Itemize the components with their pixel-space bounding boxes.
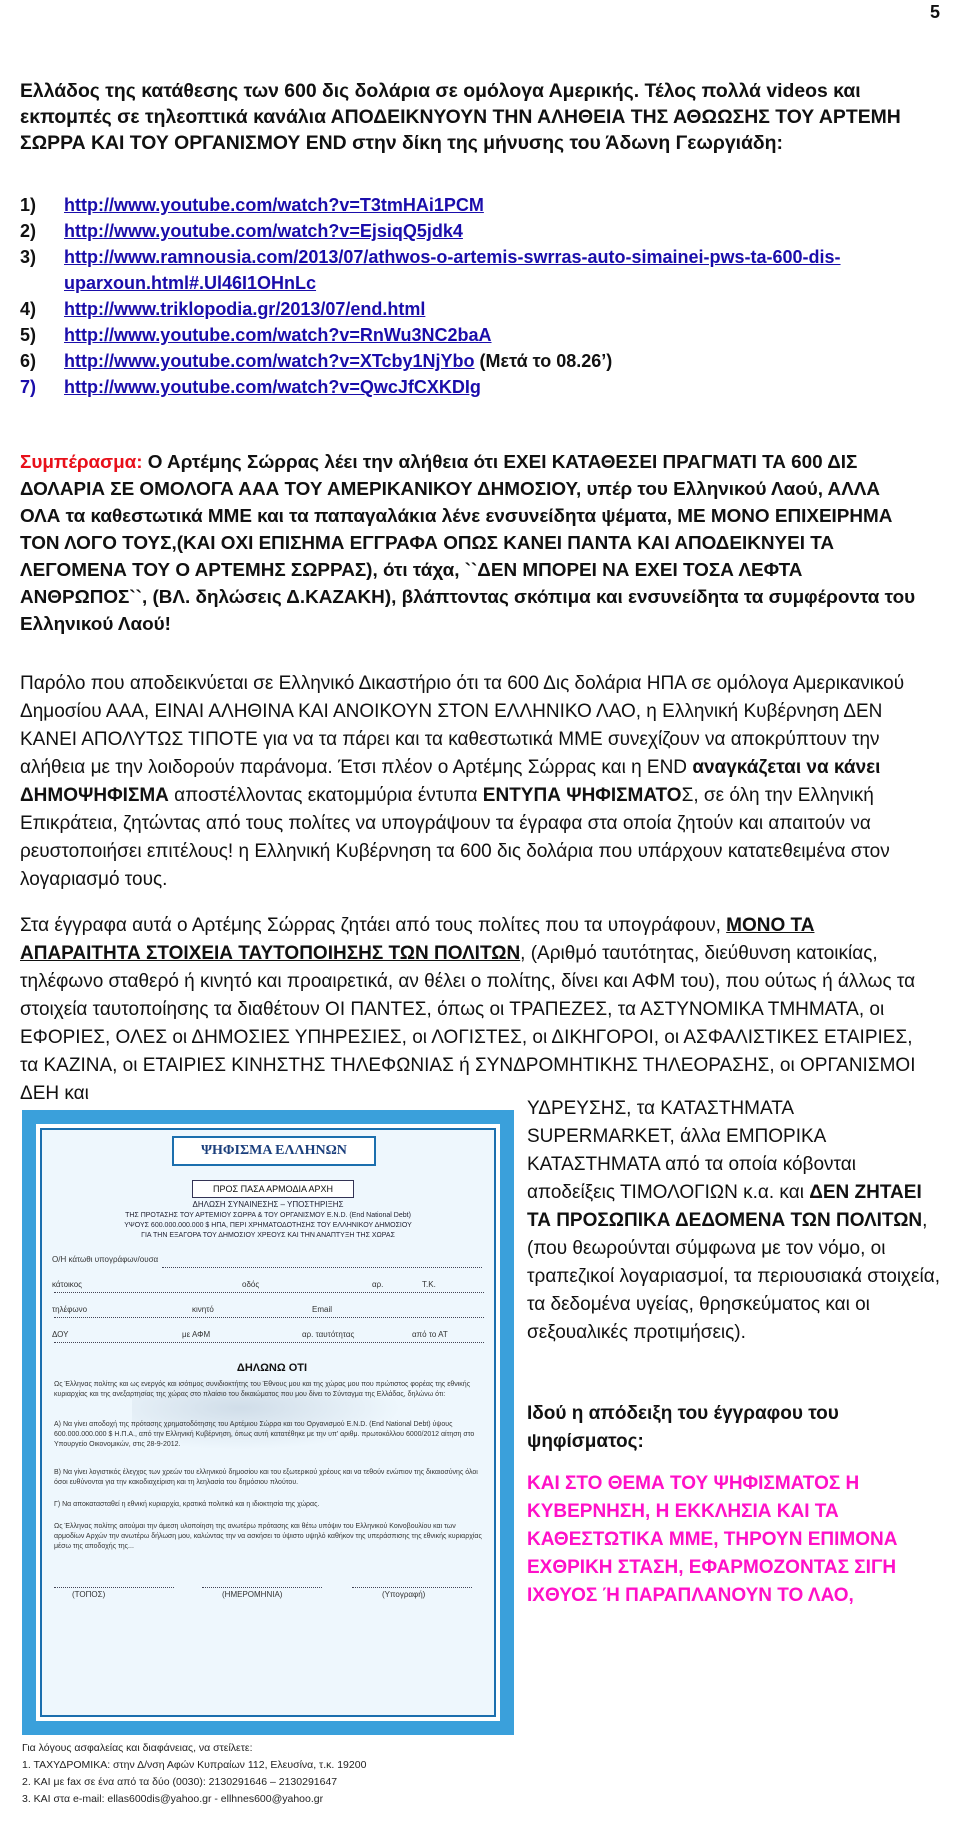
page-number: 5: [929, 2, 940, 22]
document-title: ΨΗΦΙΣΜΑ ΕΛΛΗΝΩΝ: [172, 1136, 376, 1166]
right-paragraph: [527, 1095, 942, 1347]
field-label: ΔΟΥ: [52, 1330, 69, 1339]
form-line: [54, 1291, 484, 1293]
document-text: Γ) Να αποκατασταθεί η εθνική κυριαρχία, κρατικά πολιτικά και η ιδιοκτησία της χώρας.: [54, 1501, 320, 1508]
form-line: [202, 1586, 322, 1588]
intro-paragraph: Ελλάδος της κατάθεσης των 600 δις δολάρια σε ομόλογα Αμερικής. Τέλος πολλά videos και εκπομπές σε τηλεοπτικά κανάλια ΑΠΟΔΕΙΚΝΥΟΥΝ ΤΗΝ ΑΛΗΘΕΙΑ ΤΗΣ ΑΘΩΩΣΗΣ ΤΟΥ ΑΡΤΕΜΗ ΣΩΡΡΑ ΚΑΙ ΤΟΥ ΟΡΓΑΝΙΣΜΟΥ END στην δίκη της μήνυσης του Άδωνη Γεωργιάδη:: [20, 80, 901, 154]
document-subtitle: ΓΙΑ ΤΗΝ ΕΞΑΓΟΡΑ ΤΟΥ ΔΗΜΟΣΙΟΥ ΧΡΕΟΥΣ ΚΑΙ ΤΗΝ ΑΝΑΠΤΥΞΗ ΤΗΣ ΧΩΡΑΣ: [141, 1232, 395, 1239]
para1-text: Παρόλο που αποδεικνύεται σε Ελληνικό Δικαστήριο ότι τα 600 Δις δολάρια ΗΠΑ σε ομόλογα Αμερικανικού Δημοσίου ΑΑΑ, ΕΙΝΑΙ ΑΛΗΘΙΝΑ ΚΑΙ ΑΝΟΙΚΟΥΝ ΣΤΟΝ ΕΛΛΗΝΙΚΟ ΛΑΟ, η Ελληνική Κυβέρνηση ΔΕΝ ΚΑΝΕΙ ΑΠΟΛΥΤΩΣ ΤΙΠΟΤΕ για να τα πάρει και τα καθεστωτικά ΜΜΕ συνεχίζουν να αποκρύπτουν την αλήθεια με την λοιδορούν παράνομα. Έτσι πλέον ο Αρτέμης Σώρρας και η END: [20, 673, 905, 778]
para2-text-2: , (Αριθμό ταυτότητας, διεύθυνση κατοικίας, τηλέφωνο σταθερό ή κινητό και προαιρετικά, αν θέλει ο πολίτης, δίνει και ΑΦΜ του), που ούτως ή άλλως τα στοιχεία ταυτοποίησης τα διαθέτουν ΟΙ ΠΑΝΤΕΣ, όπως οι ΤΡΑΠΕΖΕΣ, τα ΑΣΤΥΝΟΜΙΚΑ ΤΜΗΜΑΤΑ, οι ΕΦΟΡΙΕΣ, ΟΛΕΣ οι ΔΗΜΟΣΙΕΣ ΥΠΗΡΕΣΙΕΣ, οι ΛΟΓΙΣΤΕΣ, οι ΔΙΚΗΓΟΡΟΙ, οι ΑΣΦΑΛΙΣΤΙΚΕΣ ΕΤΑΙΡΙΕΣ, τα ΚΑΖΙΝΑ, οι ΕΤΑΙΡΙΕΣ ΚΙΝΗΣΤΗΣ ΤΗΛΕΦΩΝΙΑΣ ή ΣΥΝΔΡΟΜΗΤΙΚΗΣ ΤΗΛΕΟΡΑΣΗΣ, οι ΟΡΓΑΝΙΣΜΟΙ ΔΕΗ και: [20, 943, 916, 1104]
para1-bold-forms: ΕΝΤΥΠΑ ΨΗΦΙΣΜΑΤΟ: [482, 785, 682, 806]
field-label: κάτοικος: [52, 1280, 83, 1289]
list-number: 6): [20, 351, 37, 371]
list-number: 7): [20, 377, 37, 397]
conclusion-label: Συμπέρασμα:: [20, 452, 143, 473]
document-subtitle: ΥΨΟΥΣ 600.000.000.000 $ ΗΠΑ, ΠΕΡΙ ΧΡΗΜΑΤΟΔΟΤΗΣΗΣ ΤΟΥ ΕΛΛΗΝΙΚΟΥ ΔΗΜΟΣΙΟΥ: [124, 1222, 412, 1229]
document-subtitle: ΤΗΣ ΠΡΟΤΑΣΗΣ ΤΟΥ ΑΡΤΕΜΙΟΥ ΣΩΡΡΑ & ΤΟΥ ΟΡΓΑΝΙΣΜΟΥ E.N.D. (End National Debt): [125, 1212, 411, 1219]
footer-line: Για λόγους ασφαλείας και διαφάνειας, να στείλετε:: [22, 1742, 253, 1754]
para1-text-2: αποστέλλοντας εκατομμύρια έντυπα: [168, 785, 483, 806]
document-text: Β) Να γίνει λογιστικός έλεγχος των χρεών του ελληνικού δημοσίου και του εξωτερικού χρέους και να τεθούν ενώπιον της δικαιοσύνης όλοι όσοι ευθύνονται για την κακοδιαχείριση και τη λεηλασία του δημόσιου πλούτου.: [54, 1469, 478, 1486]
field-label: Email: [312, 1305, 333, 1314]
document-footer-instructions: [22, 1740, 502, 1808]
paragraph-referendum: [20, 670, 935, 894]
list-number: 2): [20, 221, 37, 241]
conclusion-text: Ο Αρτέμης Σώρρας λέει την αλήθεια ότι ΕΧΕΙ ΚΑΤΑΘΕΣΕΙ ΠΡΑΓΜΑΤΙ ΤΑ 600 ΔΙΣ ΔΟΛΑΡΙΑ ΣΕ ΟΜΟΛΟΓΑ ΑΑΑ ΤΟΥ ΑΜΕΡΙΚΑΝΙΚΟΥ ΔΗΜΟΣΙΟΥ, υπέρ του Ελληνικού Λαού, ΑΛΛΑ ΟΛΑ τα καθεστωτικά ΜΜΕ και τα παπαγαλάκια λένε ενσυνείδητα ψέματα, ΜΕ ΜΟΝΟ ΕΠΙΧΕΙΡΗΜΑ ΤΟΝ ΛΟΓΟ ΤΟΥΣ,(ΚΑΙ ΟΧΙ ΕΠΙΣΗΜΑ ΕΓΓΡΑΦΑ ΟΠΩΣ ΚΑΝΕΙ ΠΑΝΤΑ ΚΑΙ ΑΠΟΔΕΙΚΝΥΕΙ ΤΑ ΛΕΓΟΜΕΝΑ ΤΟΥ Ο ΑΡΤΕΜΗΣ ΣΩΡΡΑΣ), ότι τάχα, ``ΔΕΝ ΜΠΟΡΕΙ ΝΑ ΕΧΕΙ ΤΟΣΑ ΛΕΦΤΑ ΑΝΘΡΩΠΟΣ``, (ΒΛ. δηλώσεις Δ.ΚΑΖΑΚΗ), βλάπτοντας σκόπιμα και ενσυνείδητα τα συμφέροντα του Ελληνικού Λαού!: [20, 452, 916, 635]
list-item: [20, 218, 925, 244]
para1-text-3: Σ, σε όλη την Ελληνική Επικράτεια, ζητώντας από τους πολίτες να υπογράψουν τα έγραφα στα οποία ζητούν και απαιτούν να ρευστοποιήσει επιτέλους! η Ελληνική Κυβέρνηση τα 600 δις δολάρια που υπάρχουν κατατεθειμένα στον λογαριασμό τους.: [20, 785, 890, 890]
link-4[interactable]: http://www.triklopodia.gr/2013/07/end.html: [64, 299, 426, 319]
right-text: ΥΔΡΕΥΣΗΣ, τα ΚΑΤΑΣΤΗΜΑΤΑ SUPERMARKET, άλλα ΕΜΠΟΡΙΚΑ ΚΑΤΑΣΤΗΜΑΤΑ από τα οποία κόβονται αποδείξεις ΤΙΜΟΛΟΓΙΩΝ κ.α. και: [527, 1098, 856, 1203]
footer-line: 1. ΤΑΧΥΔΡΟΜΙΚΑ: στην Δ/νση Αφών Κυπραίων 112, Ελευσίνα, τ.κ. 19200: [22, 1759, 367, 1771]
right-bold-personal-data: ΔΕΝ ΖΗΤΑΕΙ ΤΑ ΠΡΟΣΩΠΙΚΑ ΔΕΔΟΜΕΝΑ ΤΩΝ ΠΟΛΙΤΩΝ: [527, 1182, 923, 1231]
document-text: Ως Έλληνας πολίτης και ως ενεργός και ισότιμος συνιδιοκτήτης του Έθνους μου και της χώρας μου που πρώτιστος φορέας της εθνικής κυριαρχίας και της ανεξαρτησίας της χώρας στο πλαίσιο του δικαιώματος που μου δίνει το Σύνταγμα της Ελλάδας, δηλώνω ότι:: [54, 1381, 471, 1398]
date-label: (ΗΜΕΡΟΜΗΝΙΑ): [222, 1590, 283, 1599]
list-item: [20, 374, 925, 400]
list-number: 4): [20, 299, 37, 319]
list-item: [20, 192, 925, 218]
document-text: Α) Να γίνει αποδοχή της πρότασης χρηματοδότησης του Αρτέμιου Σώρρα και του Οργανισμού E.N.D. (End National Debt) ύψους 600.000.000.000 $ Η.Π.Α., από την Ελληνική Κυβέρνηση, όπως αυτή κατατέθηκε με την υπ' αριθμ. πρωτοκόλλου 6000/2012 αίτηση στο Υπουργείο Οικονομικών, στις 28-9-2012.: [54, 1421, 475, 1448]
field-label: με ΑΦΜ: [182, 1330, 211, 1339]
link-7[interactable]: http://www.youtube.com/watch?v=QwcJfCXKDIg: [64, 377, 481, 397]
link-6-note: (Μετά το 08.26’): [474, 351, 613, 371]
form-line: [54, 1586, 174, 1588]
footer-line: 3. ΚΑΙ στα e-mail: ellas600dis@yahoo.gr - ellhnes600@yahoo.gr: [22, 1793, 324, 1805]
link-2[interactable]: http://www.youtube.com/watch?v=EjsiqQ5jdk4: [64, 221, 463, 241]
paragraph-identification: [20, 912, 935, 1108]
right-text-2: , (που θεωρούνται σύμφωνα με τον νόμο, οι τραπεζικοί λογαριασμοί, τα περιουσιακά στοιχεία, τα δεδομένα υγείας, θρησκεύματος και οι σεξουαλικές προτιμήσεις).: [527, 1210, 940, 1343]
para2-text: Στα έγγραφα αυτά ο Αρτέμης Σώρρας ζητάει από τους πολίτες που τα υπογράφουν,: [20, 915, 727, 936]
document-text: Ως Έλληνας πολίτης αιτούμαι την άμεση υλοποίηση της ανωτέρω πρότασης και θέτω υπόψιν του Ελληνικού Κοινοβουλίου και των αρμοδίων Αρχών την ανωτέρω δήλωση μου, καλώντας την να ασκήσει το ύψιστο υψηλό καθήκον της υπεράσπισης της εθνικής κυριαρχίας μέσω της αποδοχής της...: [54, 1523, 482, 1550]
document-proof-heading: Ιδού η απόδειξη του έγγραφου του ψηφίσματος:: [527, 1403, 839, 1452]
form-line: [54, 1316, 484, 1318]
form-line: [352, 1586, 472, 1588]
field-label: αρ.: [372, 1280, 384, 1289]
document-inner: [40, 1128, 496, 1717]
list-item: [20, 322, 925, 348]
magenta-statement: ΚΑΙ ΣΤΟ ΘΕΜΑ ΤΟΥ ΨΗΦΙΣΜΑΤΟΣ Η ΚΥΒΕΡΝΗΣΗ, Η ΕΚΚΛΗΣΙΑ ΚΑΙ ΤΑ ΚΑΘΕΣΤΩΤΙΚΑ ΜΜΕ, ΤΗΡΟΥΝ ΕΠΙΜΟΝΑ ΕΧΘΡΙΚΗ ΣΤΑΣΗ, ΕΦΑΡΜΟΖΟΝΤΑΣ ΣΙΓΗ ΙΧΘΥΟΣ Ή ΠΑΡΑΠΛΑΝΟΥΝ ΤΟ ΛΑΟ,: [527, 1473, 898, 1606]
field-label: από το ΑΤ: [412, 1330, 448, 1339]
link-5[interactable]: http://www.youtube.com/watch?v=RnWu3NC2baA: [64, 325, 492, 345]
conclusion-paragraph: [20, 449, 925, 638]
footer-line: 2. ΚΑΙ με fax σε ένα από τα δύο (0030): 2130291646 – 2130291647: [22, 1776, 338, 1788]
video-links-list: [20, 192, 925, 400]
link-6[interactable]: http://www.youtube.com/watch?v=XTcby1NjYbo: [64, 351, 475, 371]
link-1[interactable]: http://www.youtube.com/watch?v=T3tmHAi1PCM: [64, 195, 484, 215]
list-number: 5): [20, 325, 37, 345]
list-number: 3): [20, 247, 37, 267]
place-label: (ΤΟΠΟΣ): [72, 1590, 106, 1599]
field-label: κινητό: [192, 1305, 214, 1314]
field-label: Ο/Η κάτωθι υπογράφων/ουσα: [52, 1255, 159, 1264]
referendum-document-image: [22, 1110, 514, 1735]
field-label: αρ. ταυτότητας: [302, 1330, 355, 1339]
list-item: [20, 244, 925, 296]
para2-bold-identification: ΜΟΝΟ ΤΑ ΑΠΑΡΑΙΤΗΤΑ ΣΤΟΙΧΕΙΑ ΤΑΥΤΟΠΟΙΗΣΗΣ ΤΩΝ ΠΟΛΙΤΩΝ: [20, 915, 815, 964]
form-line: [162, 1266, 482, 1268]
right-column-text: [527, 1095, 942, 1347]
document-recipient-box: ΠΡΟΣ ΠΑΣΑ ΑΡΜΟΔΙΑ ΑΡΧΗ: [192, 1180, 354, 1198]
field-label: Τ.Κ.: [422, 1280, 436, 1289]
signature-label: (Υπογραφή): [382, 1590, 426, 1599]
para1-bold-referendum: αναγκάζεται να κάνει ΔΗΜΟΨΗΦΙΣΜΑ: [20, 757, 881, 806]
field-label: τηλέφωνο: [52, 1305, 88, 1314]
list-number: 1): [20, 195, 37, 215]
declare-heading: ΔΗΛΩΝΩ ΟΤΙ: [236, 1362, 308, 1374]
link-3[interactable]: http://www.ramnousia.com/2013/07/athwos-o-artemis-swrras-auto-simainei-pws-ta-600-dis-uparxoun.html#.Ul46I1OHnLc: [64, 247, 841, 293]
list-item: [20, 296, 925, 322]
form-line: [54, 1341, 484, 1343]
document-subtitle: ΔΗΛΩΣΗ ΣΥΝΑΙΝΕΣΗΣ – ΥΠΟΣΤΗΡΙΞΗΣ: [192, 1200, 344, 1209]
field-label: οδός: [242, 1280, 260, 1289]
list-item: [20, 348, 925, 374]
